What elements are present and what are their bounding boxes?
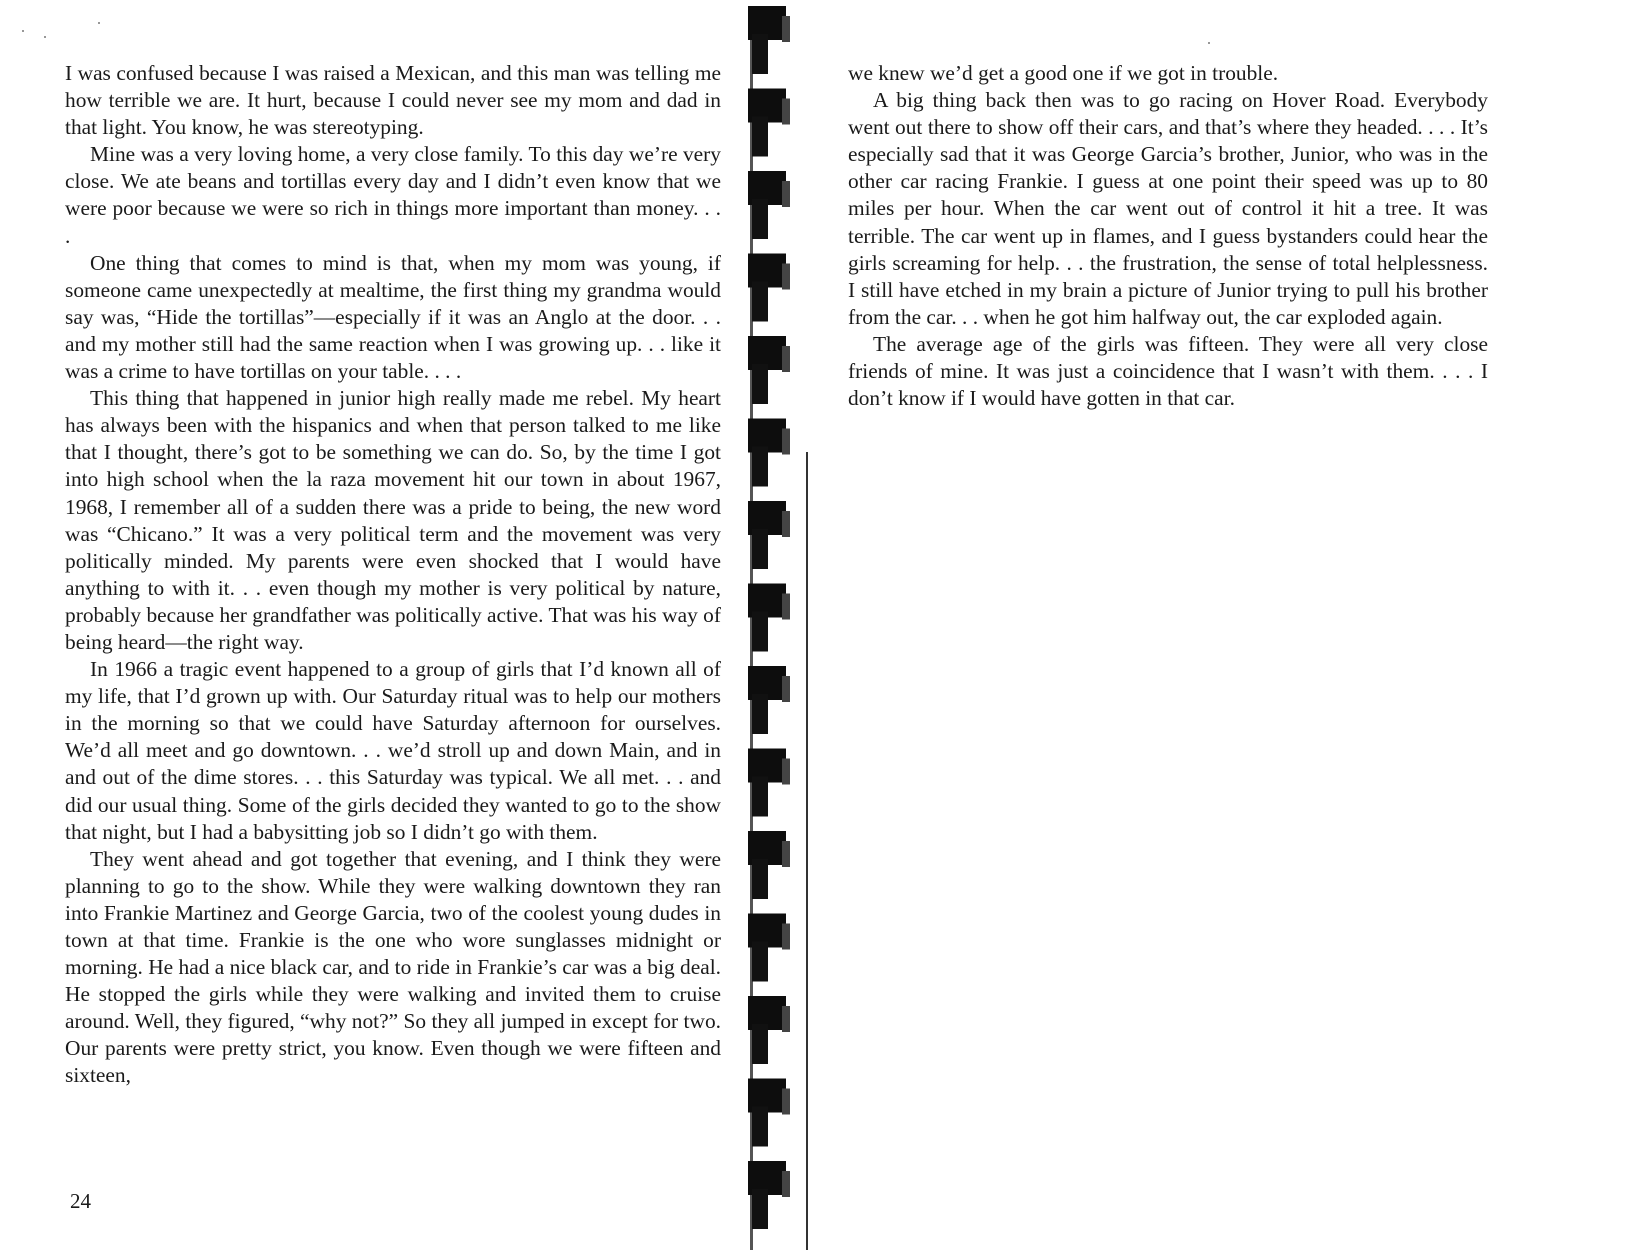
binding-coil — [748, 1161, 790, 1229]
binding-coil — [748, 1079, 790, 1147]
binding-coil — [748, 254, 790, 322]
page-edge-line — [806, 452, 808, 1250]
right-page-text-column — [848, 60, 1488, 412]
paragraph: They went ahead and got together that evening, and I think they were planning to go to the show. While they were walking downtown they ran into Frankie Martinez and George Garcia, two of the coolest young dudes in town at that time. Frankie is the one who wore sunglasses midnight or morning. He had a nice black car, and to ride in Frankie’s car was a big deal. He stopped the girls while they were walking and invited them to cruise around. Well, they figured, “why not?” So they all jumped in except for two. Our parents were pretty strict, you know. Even though we were fifteen and sixteen, — [65, 846, 721, 1088]
binding-coil — [748, 666, 790, 734]
paragraph: This thing that happened in junior high really made me rebel. My heart has always been with the hispanics and when that person talked to me like that I thought, there’s got to be something we can do. So, by the time I got into high school when the la raza movement hit our town in about 1967, 1968, I remember all of a sudden there was a pride to being, the new word was “Chicano.” It was a very political term and the movement was very politically minded. My parents were even shocked that I would have anything to with it. . . even though my mother is very political by nature, probably because her grandfather was politically active. That was his way of being heard—the right way. — [65, 386, 721, 654]
paragraph: Mine was a very loving home, a very close family. To this day we’re very close. We ate beans and tortillas every day and I didn’t even know that we were poor because we were so rich in things more important than money. . . . — [65, 142, 721, 248]
spiral-binding — [748, 0, 828, 1250]
left-page — [0, 0, 770, 1250]
spiral-binding-graphic — [748, 0, 828, 1250]
page-number: 24 — [70, 1189, 91, 1213]
paragraph: One thing that comes to mind is that, when my mom was young, if someone came unexpectedly at mealtime, the first thing my grandma would say was, “Hide the tortillas”—especially if it was an Anglo at the door. . . and my mother still had the same reaction when I was growing up. . . like it was a crime to have tortillas on your table. . . . — [65, 250, 721, 384]
binding-coil — [748, 171, 790, 239]
binding-coil — [748, 501, 790, 569]
binding-coil — [748, 419, 790, 487]
scan-speck — [98, 22, 100, 24]
binding-coil — [748, 914, 790, 982]
paragraph: I was confused because I was raised a Mexican, and this man was telling me how terrible we are. It hurt, because I could never see my mom and dad in that light. You know, he was stereotyping. — [65, 61, 721, 140]
paragraph: we knew we’d get a good one if we got in trouble. — [848, 61, 1279, 85]
right-page — [830, 0, 1632, 1250]
scan-speck — [1208, 42, 1210, 44]
binding-coil — [748, 749, 790, 817]
scan-speck — [22, 30, 24, 32]
binding-coil — [748, 89, 790, 157]
binding-coil — [748, 996, 790, 1064]
binding-coil — [748, 6, 790, 74]
paragraph: A big thing back then was to go racing on Hover Road. Everybody went out there to show off their cars, and that’s where they headed. . . . It’s especially sad that it was George Garcia’s brother, Junior, who was in the other car racing Frankie. I guess at one point their speed was up to 80 miles per hour. When the car went out of control it hit a tree. It was terrible. The car went up in flames, and I guess bystanders could hear the girls screaming for help. . . the frustration, the sense of total helplessness. I still have etched in my brain a picture of Junior trying to pull his brother from the car. . . when he got him halfway out, the car exploded again. — [848, 88, 1488, 329]
binding-coil — [748, 336, 790, 404]
binding-coil — [748, 584, 790, 652]
left-page-text-column — [65, 60, 721, 1090]
paragraph: The average age of the girls was fifteen. They were all very close friends of mine. It was just a coincidence that I wasn’t with them. . . . I don’t know if I would have gotten in that car. — [848, 331, 1488, 411]
paragraph: In 1966 a tragic event happened to a group of girls that I’d known all of my life, that I’d grown up with. Our Saturday ritual was to help our mothers in the morning so that we could have Saturday afternoon for ourselves. We’d all meet and go downtown. . . we’d stroll up and down Main, and in and out of the dime stores. . . this Saturday was typical. We all met. . . and did our usual thing. Some of the girls decided they wanted to go to the show that night, but I had a babysitting job so I didn’t go with them. — [65, 657, 721, 844]
binding-coil — [748, 831, 790, 899]
scan-speck — [44, 36, 46, 38]
